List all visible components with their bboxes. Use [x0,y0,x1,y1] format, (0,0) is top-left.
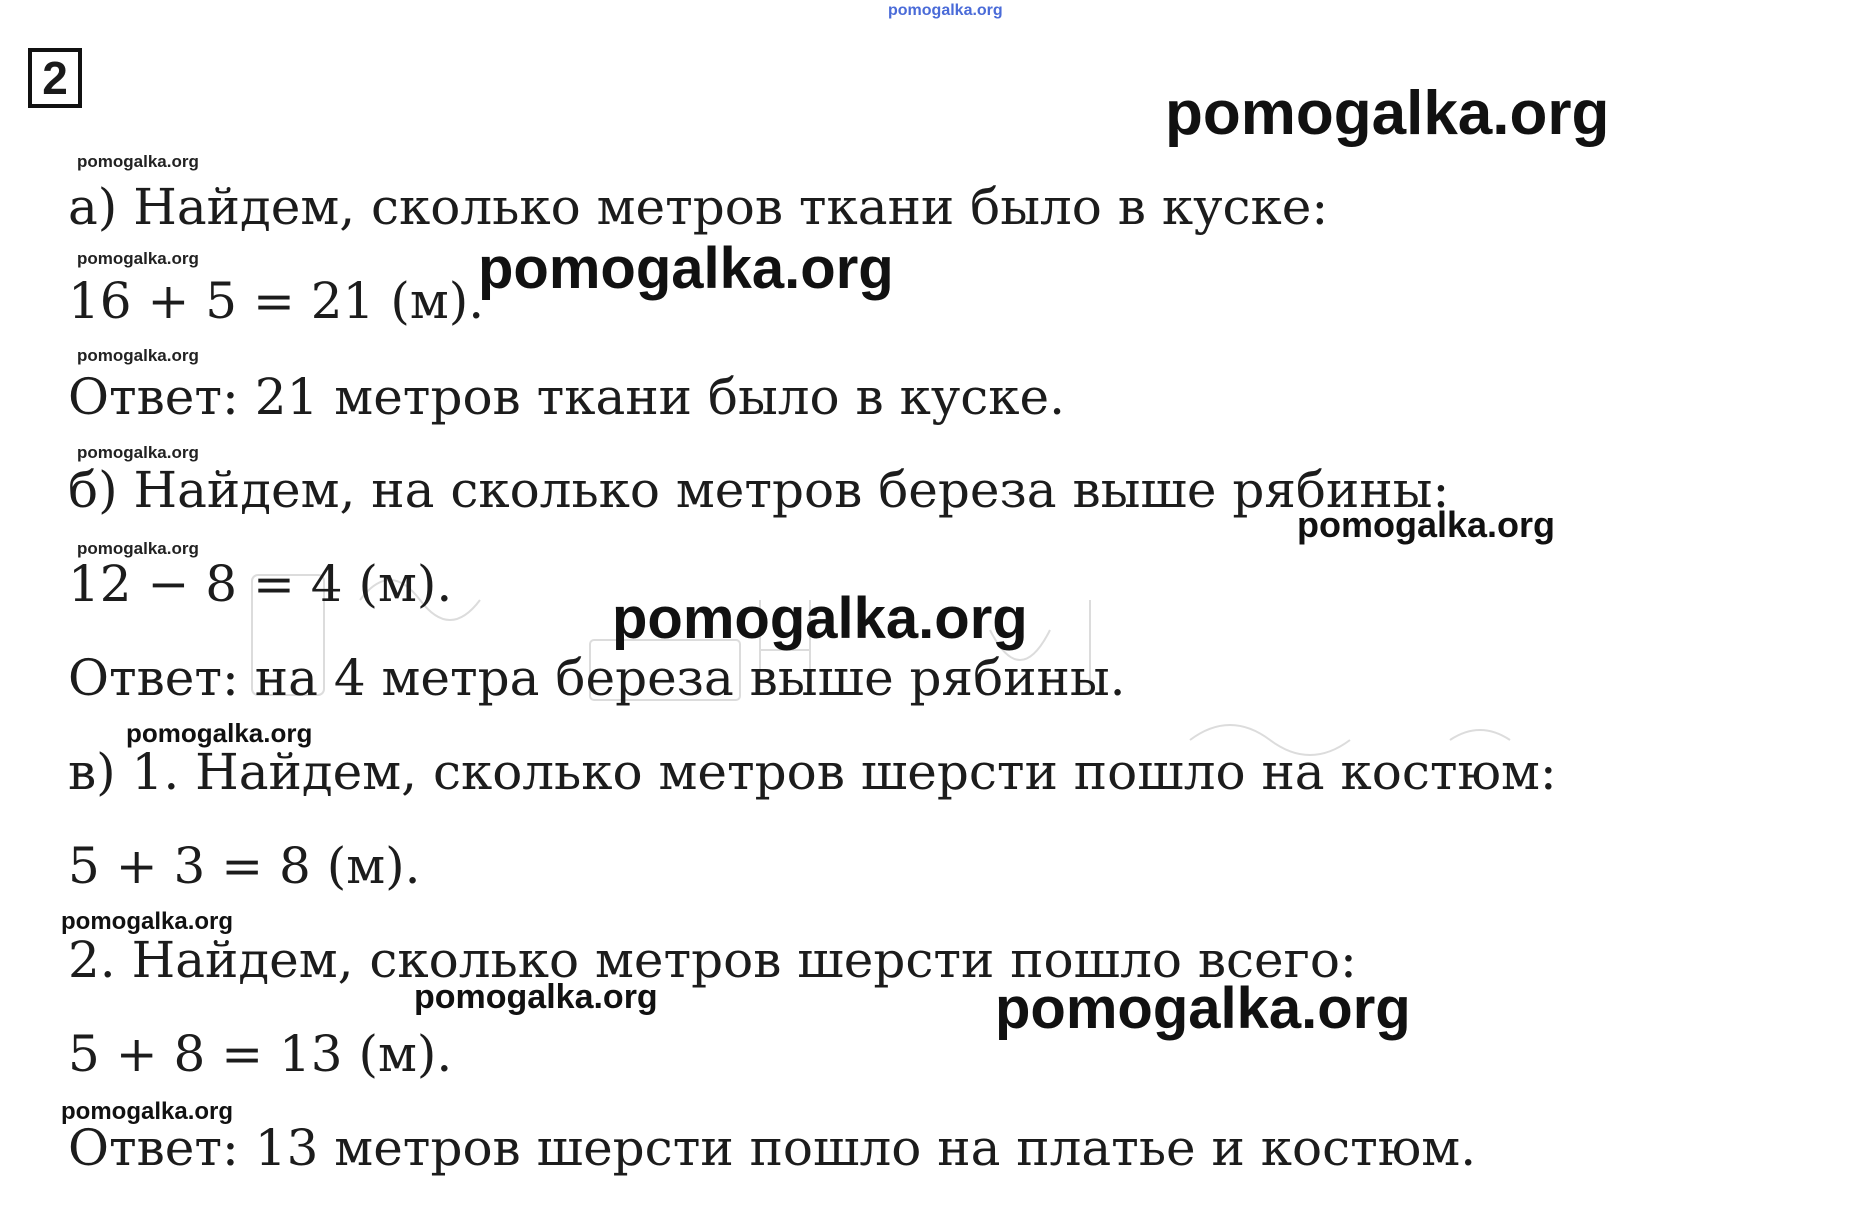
watermark-small: pomogalka.org [61,908,234,935]
watermark-small: pomogalka.org [77,443,199,462]
solution-line-b-calculation: 12 − 8 = 4 (м). [68,555,453,613]
solution-line-c-step1-question: в) 1. Найдем, сколько метров шерсти пошло на костюм: [68,743,1557,801]
solution-line-a-answer: Ответ: 21 метров ткани было в куске. [68,368,1065,426]
watermark-mid: pomogalka.org [414,978,658,1016]
solution-line-b-question: б) Найдем, на сколько метров береза выше рябины: [68,461,1450,519]
watermark-large-bottom: pomogalka.org [995,976,1411,1041]
solution-line-b-answer: Ответ: на 4 метра береза выше рябины. [68,649,1126,707]
solution-line-a-question: а) Найдем, сколько метров ткани было в куске: [68,178,1329,236]
solution-line-c-step2-calculation: 5 + 8 = 13 (м). [68,1025,453,1083]
watermark-small: pomogalka.org [77,539,199,558]
watermark-top: pomogalka.org [888,2,1003,19]
solution-line-c-answer: Ответ: 13 метров шерсти пошло на платье и костюм. [68,1119,1477,1177]
watermark-small: pomogalka.org [126,718,313,748]
watermark-small: pomogalka.org [61,1098,234,1125]
solution-line-c-step1-calculation: 5 + 3 = 8 (м). [68,837,421,895]
watermark-small: pomogalka.org [77,152,199,171]
task-number-badge: 2 [28,48,82,108]
watermark-large-top-right: pomogalka.org [1165,79,1610,148]
solution-line-c-step2-question: 2. Найдем, сколько метров шерсти пошло всего: [68,931,1357,989]
watermark-small: pomogalka.org [77,249,199,268]
watermark-middle: pomogalka.org [478,236,894,301]
solution-line-a-calculation: 16 + 5 = 21 (м). [68,272,485,330]
watermark-mid-right: pomogalka.org [1297,504,1556,545]
watermark-small: pomogalka.org [77,346,199,365]
watermark-middle: pomogalka.org [612,586,1028,651]
